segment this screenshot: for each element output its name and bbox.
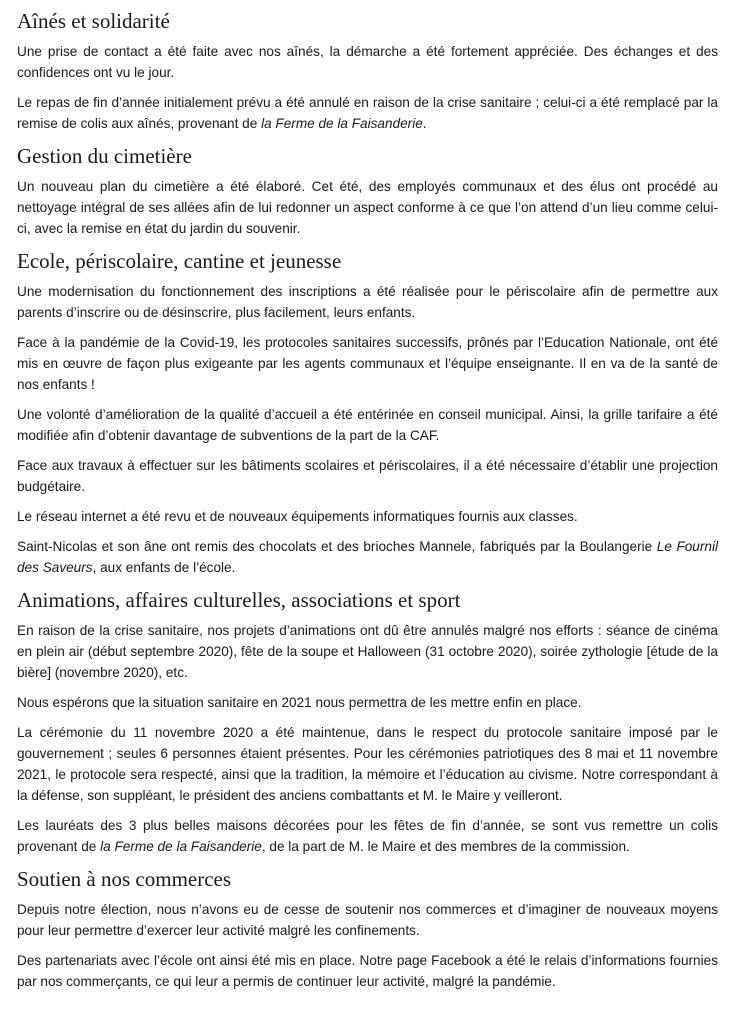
paragraph: Des partenariats avec l’école ont ainsi été mis en place. Notre page Facebook a été le relais d’informations fournies par nos commerçants, ce qui leur a permis de continuer leur activité, malgré la pandémie. [17, 953, 718, 989]
section-ecole [17, 248, 718, 578]
section-heading: Gestion du cimetière [17, 144, 192, 168]
paragraph: Face à la pandémie de la Covid-19, les protocoles sanitaires successifs, prônés par l’Education Nationale, ont été mis en œuvre de façon plus exigeante par les agents communaux et l’équipe enseignante. Il en va de la santé de nos enfants ! [17, 335, 718, 392]
section-heading: Aînés et solidarité [17, 9, 170, 33]
section-animations [17, 587, 718, 857]
section-heading: Ecole, périscolaire, cantine et jeunesse [17, 249, 342, 273]
italic-name: la Ferme de la Faisanderie [261, 116, 423, 131]
paragraph: Saint-Nicolas et son âne ont remis des chocolats et des brioches Mannele, fabriqués par la Boulangerie Le Fournil des Saveurs, aux enfants de l’école. [17, 539, 718, 575]
paragraph: Le réseau internet a été revu et de nouveaux équipements informatiques fournis aux classes. [17, 509, 578, 524]
paragraph: Face aux travaux à effectuer sur les bâtiments scolaires et périscolaires, il a été nécessaire d’établir une projection budgétaire. [17, 458, 718, 494]
section-heading: Soutien à nos commerces [17, 867, 232, 891]
section-cimetiere [17, 143, 718, 239]
section-heading: Animations, affaires culturelles, associations et sport [17, 588, 461, 612]
italic-name: Le Fournil des Saveurs [17, 539, 718, 575]
paragraph: Nous espérons que la situation sanitaire en 2021 nous permettra de les mettre enfin en place. [17, 695, 582, 710]
section-commerces [17, 866, 718, 992]
paragraph: Le repas de fin d’année initialement prévu a été annulé en raison de la crise sanitaire ; celui-ci a été remplacé par la remise de colis aux aînés, provenant de la Ferme de la Faisanderie. [17, 95, 718, 131]
paragraph: La cérémonie du 11 novembre 2020 a été maintenue, dans le respect du protocole sanitaire imposé par le gouvernement ; seules 6 personnes étaient présentes. Pour les cérémonies patriotiques des 8 mai et 11 novembre 2021, le protocole sera respecté, ainsi que la tradition, la mémoire et l’éducation au civisme. Notre correspondant à la défense, son suppléant, le président des anciens combattants et M. le Maire y veilleront. [17, 725, 718, 803]
paragraph: Depuis notre élection, nous n’avons eu de cesse de soutenir nos commerces et d’imaginer de nouveaux moyens pour leur permettre d’exercer leur activité malgré les confinements. [17, 902, 718, 938]
paragraph: Une modernisation du fonctionnement des inscriptions a été réalisée pour le périscolaire afin de permettre aux parents d’inscrire ou de désinscrire, plus facilement, leurs enfants. [17, 284, 718, 320]
italic-name: la Ferme de la Faisanderie [100, 839, 262, 854]
paragraph: En raison de la crise sanitaire, nos projets d’animations ont dû être annulés malgré nos efforts : séance de cinéma en plein air (début septembre 2020), fête de la soupe et Halloween (31 octobre 2020), soirée zythologie [étude de la bière] (novembre 2020), etc. [17, 623, 718, 680]
paragraph: Une volonté d’amélioration de la qualité d’accueil a été entérinée en conseil municipal. Ainsi, la grille tarifaire a été modifiée afin d’obtenir davantage de subventions de la part de la CAF. [17, 407, 718, 443]
paragraph: Les lauréats des 3 plus belles maisons décorées pour les fêtes de fin d’année, se sont vus remettre un colis provenant de la Ferme de la Faisanderie, de la part de M. le Maire et des membres de la commission. [17, 818, 718, 854]
paragraph: Un nouveau plan du cimetière a été élaboré. Cet été, des employés communaux et des élus ont procédé au nettoyage intégral de ses allées afin de lui redonner un aspect conforme à ce que l’on attend d’un lieu comme celui-ci, avec la remise en état du jardin du souvenir. [17, 179, 718, 236]
section-aines [17, 8, 718, 134]
paragraph: Une prise de contact a été faite avec nos aînés, la démarche a été fortement appréciée. Des échanges et des confidences ont vu le jour. [17, 44, 718, 80]
